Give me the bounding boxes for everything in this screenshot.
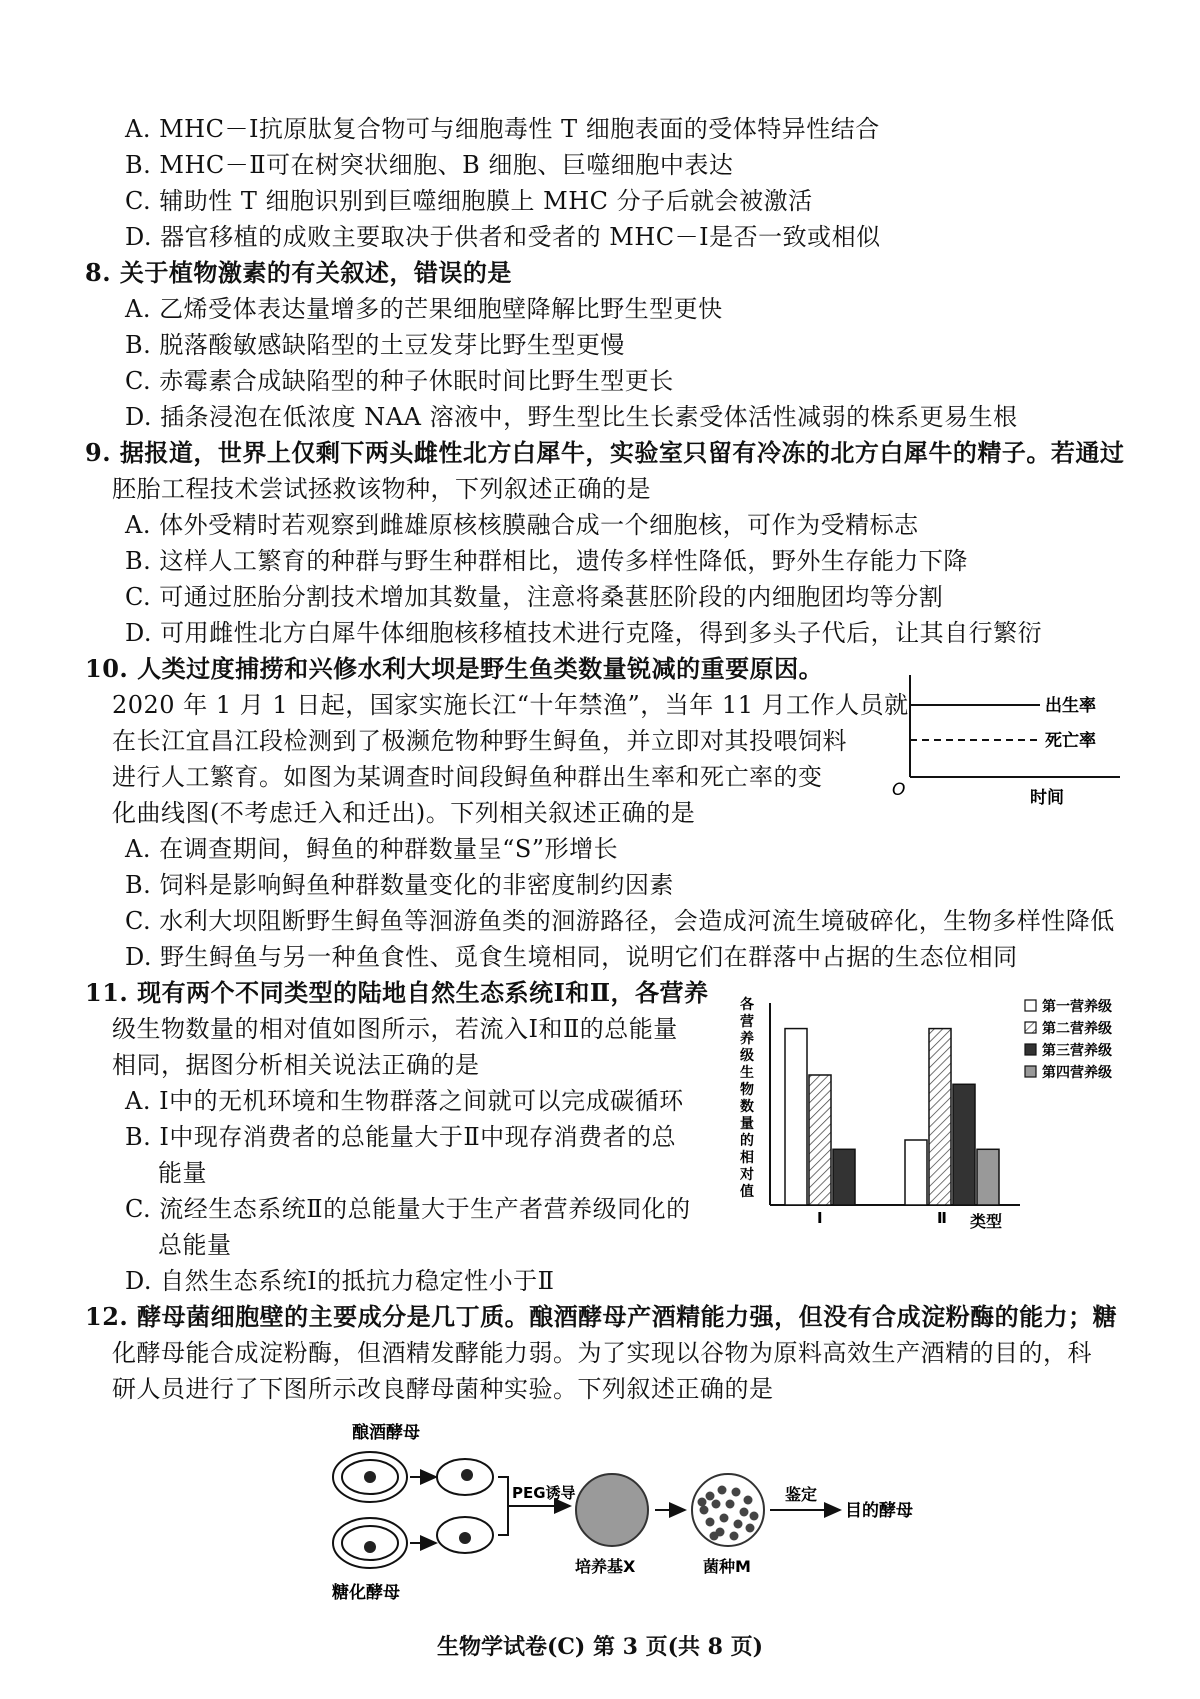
q9-option-d: D. 可用雌性北方白犀牛体细胞核移植技术进行克隆，得到多头子代后，让其自行繁衍 — [125, 619, 1043, 647]
colony-dot — [706, 1518, 715, 1527]
q11-stem-line2: 级生物数量的相对值如图所示，若流入Ⅰ和Ⅱ的总能量 — [112, 1015, 678, 1043]
bar-1-1 — [785, 1029, 807, 1205]
bar-2-1 — [905, 1140, 927, 1205]
q10-stem-line3: 在长江宜昌江段检测到了极濒危物种野生鲟鱼，并立即对其投喂饲料 — [112, 727, 847, 755]
colony-dot — [732, 1488, 741, 1497]
y-label-char: 的 — [740, 1133, 754, 1149]
y-label-char: 量 — [740, 1116, 754, 1132]
q11-option-c-line1: C. 流经生态系统Ⅱ的总能量大于生产者营养级同化的 — [125, 1195, 691, 1223]
y-label-char: 数 — [740, 1099, 754, 1115]
colony-dot — [746, 1524, 755, 1533]
y-label-char: 生 — [740, 1065, 754, 1081]
colony-dot — [698, 1498, 707, 1507]
q9-option-b: B. 这样人工繁育的种群与野生种群相比，遗传多样性降低，野外生存能力下降 — [125, 547, 968, 575]
q11-stem-line3: 相同，据图分析相关说法正确的是 — [112, 1051, 480, 1079]
legend-swatch — [1025, 1022, 1036, 1033]
label-medium-x: 培养基X — [575, 1557, 636, 1576]
colony-dot — [740, 1508, 749, 1517]
q9-option-c: C. 可通过胚胎分割技术增加其数量，注意将桑葚胚阶段的内细胞团均等分割 — [125, 583, 944, 611]
colony-dot — [710, 1532, 719, 1541]
label-strain-m: 菌种M — [703, 1557, 751, 1576]
q11-option-d: D. 自然生态系统Ⅰ的抵抗力稳定性小于Ⅱ — [125, 1267, 555, 1295]
q8-stem: 8. 关于植物激素的有关叙述，错误的是 — [85, 258, 512, 287]
q10-stem-line1: 10. 人类过度捕捞和兴修水利大坝是野生鱼类数量锐减的重要原因。 — [85, 654, 824, 683]
brewing-protoplast-nucleus — [461, 1469, 473, 1481]
q7-option-b: B. MHC－Ⅱ可在树突状细胞、B 细胞、巨噬细胞中表达 — [125, 151, 734, 179]
origin-label: O — [892, 780, 906, 800]
colony-dot — [734, 1520, 743, 1529]
q8-option-a: A. 乙烯受体表达量增多的芒果细胞壁降解比野生型更快 — [125, 295, 723, 323]
label-target-yeast: 目的酵母 — [845, 1501, 913, 1521]
legend-swatch — [1025, 1066, 1036, 1077]
x-axis-label: 类型 — [970, 1212, 1003, 1231]
q10-option-c: C. 水利大坝阻断野生鲟鱼等洄游鱼类的洄游路径，会造成河流生境破碎化，生物多样性降低 — [125, 907, 1115, 935]
q10-stem-line2: 2020 年 1 月 1 日起，国家实施长江“十年禁渔”，当年 11 月工作人员就 — [112, 691, 909, 719]
legend-swatch — [1025, 1000, 1036, 1011]
sacch-yeast-nucleus — [364, 1541, 376, 1553]
x-tick-label: Ⅱ — [937, 1209, 947, 1227]
colony-dot — [718, 1486, 727, 1495]
label-identify: 鉴定 — [785, 1485, 818, 1504]
q11-bar-chart — [730, 995, 1130, 1235]
y-label-char: 物 — [740, 1082, 754, 1098]
label-peg: PEG诱导 — [512, 1484, 576, 1502]
q8-option-c: C. 赤霉素合成缺陷型的种子休眠时间比野生型更长 — [125, 367, 674, 395]
legend-label: 第二营养级 — [1042, 1021, 1112, 1037]
label-brewing-yeast: 酿酒酵母 — [352, 1423, 420, 1443]
q7-option-d: D. 器官移植的成败主要取决于供者和受者的 MHC－Ⅰ是否一致或相似 — [125, 223, 881, 251]
label-sacch-yeast: 糖化酵母 — [332, 1583, 400, 1603]
q10-birth-death-graph — [880, 665, 1130, 810]
q9-option-a: A. 体外受精时若观察到雌雄原核核膜融合成一个细胞核，可作为受精标志 — [125, 511, 919, 539]
death-rate-label: 死亡率 — [1045, 731, 1096, 751]
q11-option-b-line1: B. Ⅰ中现存消费者的总能量大于Ⅱ中现存消费者的总 — [125, 1123, 677, 1151]
q8-option-b: B. 脱落酸敏感缺陷型的土豆发芽比野生型更慢 — [125, 331, 625, 359]
legend-label: 第三营养级 — [1042, 1043, 1112, 1059]
colony-dot — [712, 1500, 721, 1509]
bar-2-2 — [929, 1029, 951, 1205]
bar-2-4 — [977, 1149, 999, 1205]
colony-dot — [730, 1532, 739, 1541]
q7-option-c: C. 辅助性 T 细胞识别到巨噬细胞膜上 MHC 分子后就会被激活 — [125, 187, 813, 215]
q11-stem-line1: 11. 现有两个不同类型的陆地自然生态系统Ⅰ和Ⅱ，各营养 — [85, 978, 709, 1007]
colony-dot — [750, 1512, 759, 1521]
q11-option-c-line2: 总能量 — [158, 1231, 232, 1259]
q9-stem-line1: 9. 据报道，世界上仅剩下两头雌性北方白犀牛，实验室只留有冷冻的北方白犀牛的精子。若通过 — [85, 438, 1125, 467]
q11-option-b-line2: 能量 — [158, 1159, 207, 1187]
legend-label: 第四营养级 — [1042, 1065, 1112, 1081]
colony-dot — [720, 1514, 729, 1523]
q7-option-a: A. MHC－Ⅰ抗原肽复合物可与细胞毒性 T 细胞表面的受体特异性结合 — [125, 115, 880, 143]
brewing-yeast-nucleus — [364, 1471, 376, 1483]
q8-option-d: D. 插条浸泡在低浓度 NAA 溶液中，野生型比生长素受体活性减弱的株系更易生根 — [125, 403, 1018, 431]
q11-option-a: A. Ⅰ中的无机环境和生物群落之间就可以完成碳循环 — [125, 1087, 684, 1115]
q10-option-d: D. 野生鲟鱼与另一种鱼食性、觅食生境相同，说明它们在群落中占据的生态位相同 — [125, 943, 1018, 971]
page-footer: 生物学试卷(C) 第 3 页(共 8 页) — [436, 1634, 764, 1660]
q9-stem-line2: 胚胎工程技术尝试拯救该物种，下列叙述正确的是 — [112, 475, 651, 503]
bar-1-2 — [809, 1075, 831, 1205]
bar-2-3 — [953, 1084, 975, 1205]
x-tick-label: Ⅰ — [817, 1209, 823, 1227]
colony-dot — [726, 1500, 735, 1509]
sacch-protoplast-nucleus — [459, 1532, 471, 1544]
colony-dot — [706, 1492, 715, 1501]
y-label-char: 相 — [740, 1150, 754, 1166]
q12-stem-line3: 研人员进行了下图所示改良酵母菌种实验。下列叙述正确的是 — [112, 1375, 774, 1403]
q12-fusion-diagram — [330, 1420, 950, 1620]
q10-option-b: B. 饲料是影响鲟鱼种群数量变化的非密度制约因素 — [125, 871, 674, 899]
colony-dot — [700, 1506, 709, 1515]
y-label-char: 对 — [740, 1167, 754, 1183]
colony-dot — [744, 1496, 753, 1505]
y-label-char: 级 — [740, 1048, 754, 1064]
q12-stem-line1: 12. 酵母菌细胞壁的主要成分是几丁质。酿酒酵母产酒精能力强，但没有合成淀粉酶的能力；糖 — [85, 1302, 1118, 1331]
y-label-char: 养 — [740, 1031, 754, 1047]
medium-x-plate — [576, 1474, 648, 1546]
y-label-char: 值 — [740, 1184, 754, 1200]
bar-1-3 — [833, 1149, 855, 1205]
q10-stem-line4: 进行人工繁育。如图为某调查时间段鲟鱼种群出生率和死亡率的变 — [112, 763, 823, 791]
y-axis-label — [739, 996, 755, 1200]
q10-option-a: A. 在调查期间，鲟鱼的种群数量呈“S”形增长 — [125, 835, 619, 863]
legend-swatch — [1025, 1044, 1036, 1055]
legend-label: 第一营养级 — [1042, 999, 1112, 1015]
bracket — [498, 1477, 508, 1535]
x-axis-label: 时间 — [1030, 788, 1064, 808]
y-label-char: 各 — [740, 997, 754, 1013]
q10-stem-line5: 化曲线图(不考虑迁入和迁出)。下列相关叙述正确的是 — [112, 799, 696, 827]
q12-stem-line2: 化酵母能合成淀粉酶，但酒精发酵能力弱。为了实现以谷物为原料高效生产酒精的目的，科 — [112, 1339, 1092, 1367]
birth-rate-label: 出生率 — [1045, 696, 1096, 716]
y-label-char: 营 — [740, 1014, 754, 1030]
